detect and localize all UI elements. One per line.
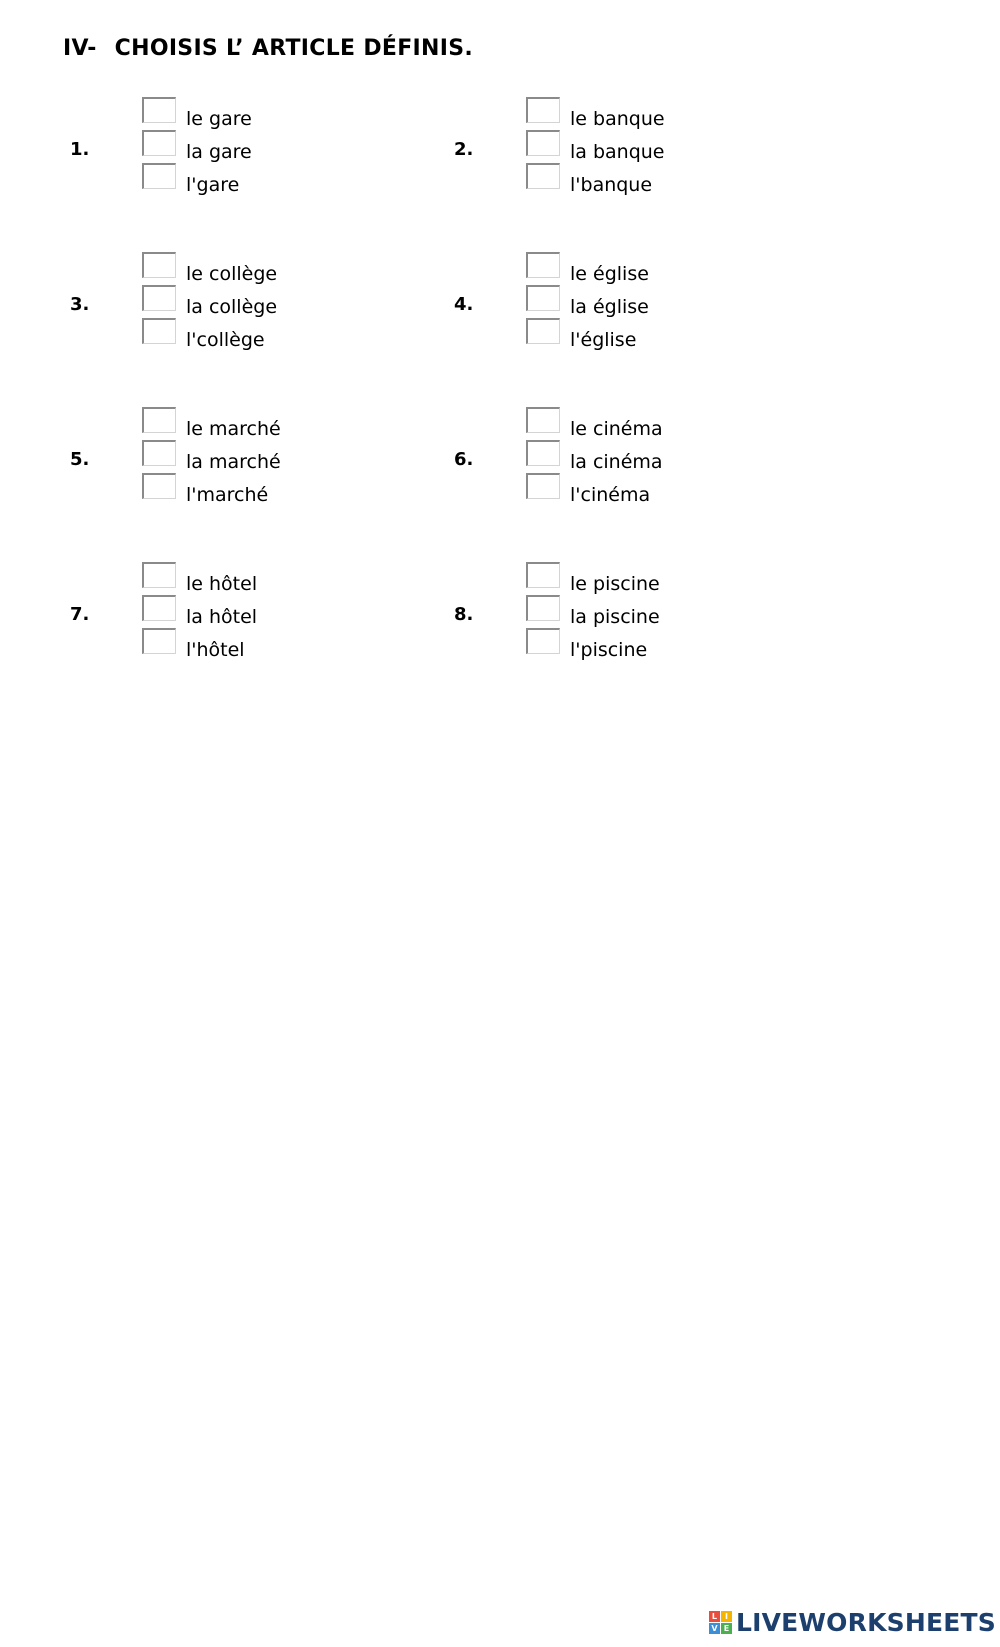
answer-checkbox[interactable]: [142, 97, 176, 123]
question-3: [60, 252, 420, 362]
answer-checkbox[interactable]: [142, 440, 176, 466]
option-label: la église: [570, 296, 649, 318]
answer-checkbox[interactable]: [526, 252, 560, 278]
option-label: l'gare: [186, 174, 240, 196]
option-label: le cinéma: [570, 418, 663, 440]
option-label: l'piscine: [570, 639, 648, 661]
option-label: la marché: [186, 451, 281, 473]
option-label: l'cinéma: [570, 484, 651, 506]
option-label: le église: [570, 263, 649, 285]
answer-checkbox[interactable]: [142, 163, 176, 189]
option-label: le piscine: [570, 573, 660, 595]
option-label: la piscine: [570, 606, 660, 628]
option-label: l'collège: [186, 329, 265, 351]
option-label: la cinéma: [570, 451, 663, 473]
answer-checkbox[interactable]: [526, 163, 560, 189]
question-number: 8.: [454, 604, 474, 625]
answer-checkbox[interactable]: [526, 285, 560, 311]
question-number: 4.: [454, 294, 474, 315]
answer-checkbox[interactable]: [142, 595, 176, 621]
question-number: 1.: [70, 139, 90, 160]
answer-checkbox[interactable]: [526, 130, 560, 156]
answer-checkbox[interactable]: [526, 318, 560, 344]
option-label: l'banque: [570, 174, 653, 196]
logo-letter: V: [709, 1623, 720, 1634]
option-label: la gare: [186, 141, 252, 163]
logo-letter: L: [709, 1611, 720, 1622]
instruction-text: CHOISIS L’ ARTICLE DÉFINIS.: [114, 36, 474, 61]
answer-checkbox[interactable]: [142, 252, 176, 278]
question-6: [444, 407, 804, 517]
question-number: 7.: [70, 604, 90, 625]
question-number: 5.: [70, 449, 90, 470]
answer-checkbox[interactable]: [526, 473, 560, 499]
question-8: [444, 562, 804, 672]
option-label: la hôtel: [186, 606, 258, 628]
question-number: 2.: [454, 139, 474, 160]
logo-icon: [709, 1611, 732, 1634]
question-7: [60, 562, 420, 672]
question-1: [60, 97, 420, 207]
option-label: le gare: [186, 108, 252, 130]
answer-checkbox[interactable]: [142, 285, 176, 311]
answer-checkbox[interactable]: [142, 473, 176, 499]
option-label: le collège: [186, 263, 278, 285]
answer-checkbox[interactable]: [526, 97, 560, 123]
question-4: [444, 252, 804, 362]
answer-checkbox[interactable]: [526, 595, 560, 621]
question-number: 6.: [454, 449, 474, 470]
option-label: la banque: [570, 141, 665, 163]
answer-checkbox[interactable]: [142, 562, 176, 588]
question-2: [444, 97, 804, 207]
answer-checkbox[interactable]: [142, 407, 176, 433]
option-label: l'église: [570, 329, 637, 351]
answer-checkbox[interactable]: [526, 407, 560, 433]
option-label: la collège: [186, 296, 278, 318]
logo-letter: I: [721, 1611, 732, 1622]
answer-checkbox[interactable]: [526, 628, 560, 654]
question-5: [60, 407, 420, 517]
answer-checkbox[interactable]: [142, 318, 176, 344]
logo-letter: E: [721, 1623, 732, 1634]
answer-checkbox[interactable]: [142, 628, 176, 654]
brand-name: LIVEWORKSHEETS: [735, 1608, 996, 1637]
liveworksheets-logo: [709, 1608, 996, 1637]
option-label: le marché: [186, 418, 281, 440]
answer-checkbox[interactable]: [526, 440, 560, 466]
question-number: 3.: [70, 294, 90, 315]
worksheet-title: [63, 36, 473, 61]
answer-checkbox[interactable]: [526, 562, 560, 588]
option-label: le hôtel: [186, 573, 258, 595]
section-number: IV-: [63, 36, 97, 61]
option-label: le banque: [570, 108, 665, 130]
answer-checkbox[interactable]: [142, 130, 176, 156]
option-label: l'marché: [186, 484, 269, 506]
option-label: l'hôtel: [186, 639, 245, 661]
